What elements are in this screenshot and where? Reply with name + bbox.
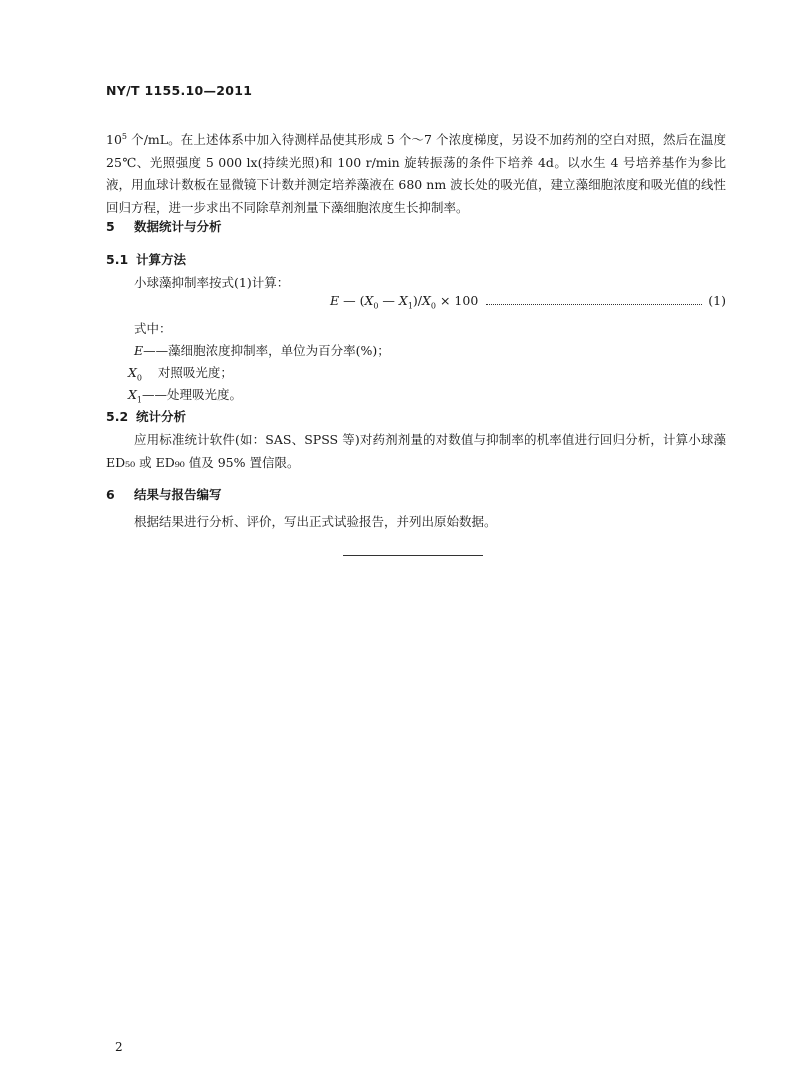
section-6-paragraph: 根据结果进行分析、评价，写出正式试验报告，并列出原始数据。 bbox=[134, 514, 497, 529]
concentration-base: 10 bbox=[106, 132, 122, 148]
standard-code-header: NY/T 1155.10—2011 bbox=[106, 83, 253, 98]
section-5-2-title: 统计分析 bbox=[136, 409, 187, 424]
section-6-title: 结果与报告编写 bbox=[134, 487, 222, 502]
formula-1 bbox=[330, 293, 726, 311]
leader-dots bbox=[486, 304, 702, 305]
var-x0-line: $X_0$ 对照吸光度； bbox=[128, 365, 233, 383]
end-rule bbox=[343, 555, 483, 556]
where-label: 式中： bbox=[134, 321, 172, 336]
equation-number: (1) bbox=[708, 293, 726, 308]
section-6-heading bbox=[106, 485, 222, 503]
formula-expression: E — ($X_0$ — $X_1)/X_0 \times 100$ bbox=[330, 293, 479, 311]
section-5-1-title: 计算方法 bbox=[136, 252, 187, 267]
section-5-2-paragraph: 应用标准统计软件(如：SAS、SPSS 等)对药剂剂量的对数值与抑制率的机率值进行回归分析，计算小球藻 ED₅₀ 或 ED₉₀ 值及 95% 置信限。 bbox=[106, 432, 726, 470]
section-5-2-heading bbox=[106, 407, 186, 425]
section-5-1-number: 5.1 bbox=[106, 252, 129, 267]
intro-paragraph bbox=[106, 126, 726, 219]
intro-paragraph-text: 个/mL。在上述体系中加入待测样品使其形成 5 个～7 个浓度梯度，另设不加药剂的空白对照，然后在温度 25℃、光照强度 5 000 lx(持续光照)和 100 r/min 旋转振荡的条件下培养 4d。以水生 4 号培养基作为参比液，用血球计数板在显微镜下计数并测定培养藻液在 680 nm 波长处的吸光值，建立藻细胞浓度和吸光值的线性回归方程，进一步求出不同除草剂剂量下藻细胞浓度生长抑制率。 bbox=[106, 132, 726, 215]
var-x1-line: $X_1——$处理吸光度。 bbox=[128, 387, 243, 405]
formula-intro: 小球藻抑制率按式(1)计算： bbox=[134, 275, 290, 290]
section-5-number: 5 bbox=[106, 219, 115, 234]
section-5-1-heading bbox=[106, 250, 186, 268]
var-e-line: E——藻细胞浓度抑制率，单位为百分率(%)； bbox=[134, 343, 390, 358]
section-5-2-number: 5.2 bbox=[106, 409, 129, 424]
page-number: 2 bbox=[115, 1040, 123, 1054]
section-5-heading bbox=[106, 217, 222, 235]
section-5-title: 数据统计与分析 bbox=[134, 219, 222, 234]
section-6-number: 6 bbox=[106, 487, 115, 502]
concentration-exponent: 5 bbox=[121, 132, 127, 141]
